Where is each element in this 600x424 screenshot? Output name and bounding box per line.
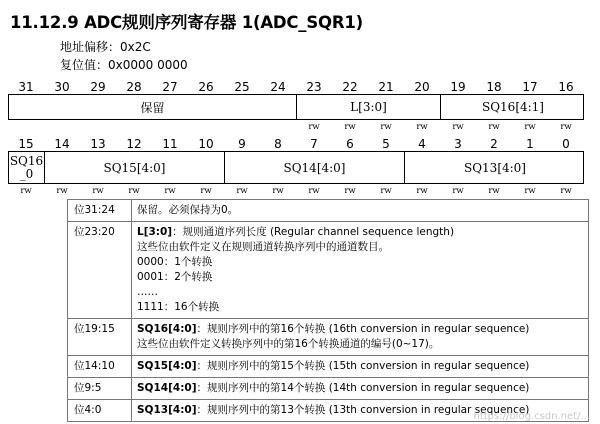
- bit-number: 11: [162, 137, 178, 151]
- access-rw-label: rw: [524, 186, 536, 196]
- reset-value: [60, 56, 188, 73]
- access-rw-label: rw: [488, 122, 500, 132]
- register-field-label: SQ16[4:1]: [481, 100, 544, 114]
- description-detail-line: 1111：16个转换: [137, 301, 220, 313]
- bit-number: 9: [238, 137, 246, 151]
- field-description: ：规则序列中的第16个转换 (16th conversion in regular sequence): [196, 323, 530, 335]
- bit-number: 23: [306, 80, 322, 94]
- address-offset: [60, 38, 151, 55]
- field-name: L[3:0]: [137, 226, 173, 238]
- register-field-label: L[3:0]: [350, 100, 387, 114]
- bit-range-cell: 位4:0: [68, 400, 132, 422]
- bit-description-cell: [132, 319, 589, 356]
- bit-number: 31: [18, 80, 34, 94]
- description-detail-line: 0001：2个转换: [137, 271, 213, 283]
- bit-number: 25: [234, 80, 250, 94]
- description-main-line: [137, 225, 583, 240]
- bit-number: 7: [310, 137, 318, 151]
- address-offset-value: 0x2C: [120, 40, 151, 54]
- bit-number: 16: [558, 80, 574, 94]
- access-rw-label: rw: [560, 186, 572, 196]
- bit-range-cell: 位9:5: [68, 378, 132, 400]
- access-rw-label: rw: [380, 122, 392, 132]
- watermark: https://blog.csdn.net/...: [473, 411, 590, 422]
- access-rw-label: rw: [128, 186, 140, 196]
- bit-description-cell: [132, 356, 589, 378]
- access-rw-label: rw: [308, 186, 320, 196]
- register-field-label: SQ14[4:0]: [283, 160, 346, 175]
- section-title: 11.12.9 ADC规则序列寄存器 1(ADC_SQR1): [10, 13, 363, 32]
- register-field: [441, 95, 585, 119]
- bit-number: 0: [562, 137, 570, 151]
- field-description: ：规则通道序列长度 (Regular channel sequence length): [172, 226, 455, 238]
- table-row: [68, 222, 589, 319]
- bit-number: 28: [126, 80, 142, 94]
- field-name: SQ13[4:0]: [137, 404, 197, 416]
- description-main-line: [137, 381, 583, 396]
- register-field: [9, 152, 45, 183]
- bit-number: 6: [346, 137, 354, 151]
- bit-number: 1: [526, 137, 534, 151]
- bit-range-cell: 位31:24: [68, 200, 132, 222]
- access-rw-label: rw: [308, 122, 320, 132]
- field-description: ：规则序列中的第13个转换 (13th conversion in regular sequence): [196, 404, 530, 416]
- bit-number: 12: [126, 137, 142, 151]
- access-rw-label: rw: [416, 122, 428, 132]
- table-row: [68, 319, 589, 356]
- address-offset-label: 地址偏移：: [60, 40, 121, 54]
- bit-description-cell: [132, 200, 589, 222]
- bit-description-cell: [132, 378, 589, 400]
- description-detail-line: 0000：1个转换: [137, 256, 213, 268]
- bit-number: 24: [270, 80, 286, 94]
- bit-range-cell: 位14:10: [68, 356, 132, 378]
- register-field: [297, 95, 441, 119]
- register-field: [45, 152, 225, 183]
- register-field-label: SQ15[4:0]: [103, 160, 166, 175]
- field-name: SQ16[4:0]: [137, 323, 197, 335]
- bit-number: 30: [54, 80, 70, 94]
- field-description: ：规则序列中的第14个转换 (14th conversion in regular sequence): [196, 382, 530, 394]
- bit-number: 26: [198, 80, 214, 94]
- bit-range-cell: 位23:20: [68, 222, 132, 319]
- bit-number: 27: [162, 80, 178, 94]
- access-rw-label: rw: [344, 186, 356, 196]
- bit-number: 10: [198, 137, 214, 151]
- register-field-label: 保留: [140, 100, 165, 115]
- field-name: SQ15[4:0]: [137, 360, 197, 372]
- bit-number: 8: [274, 137, 282, 151]
- access-rw-label: rw: [452, 122, 464, 132]
- description-detail-line: 这些位由软件定义转换序列中的第16个转换通道的编号(0~17)。: [137, 338, 440, 350]
- access-rw-label: rw: [272, 186, 284, 196]
- register-field: [9, 95, 297, 119]
- bit-range-cell: 位19:15: [68, 319, 132, 356]
- description-main-line: [137, 359, 583, 374]
- table-row: [68, 356, 589, 378]
- field-name: SQ14[4:0]: [137, 382, 197, 394]
- bit-number: 18: [486, 80, 502, 94]
- register-row-low: [8, 151, 584, 184]
- access-rw-label: rw: [416, 186, 428, 196]
- access-rw-label: rw: [524, 122, 536, 132]
- access-rw-label: rw: [56, 186, 68, 196]
- access-rw-label: rw: [560, 122, 572, 132]
- reset-value-value: 0x0000 0000: [108, 58, 188, 72]
- description-main-line: [137, 322, 583, 337]
- description-detail-line: 这些位由软件定义在规则通道转换序列中的通道数目。: [137, 241, 389, 253]
- register-field-label: SQ13[4:0]: [463, 160, 526, 175]
- access-rw-label: rw: [380, 186, 392, 196]
- bit-description-table: [67, 199, 589, 422]
- bit-number: 3: [454, 137, 462, 151]
- register-field-label-line: SQ16: [9, 153, 44, 168]
- register-row-high: [8, 94, 584, 120]
- access-rw-label: rw: [236, 186, 248, 196]
- bit-number: 29: [90, 80, 106, 94]
- access-rw-label: rw: [452, 186, 464, 196]
- bit-number: 21: [378, 80, 394, 94]
- bit-number: 20: [414, 80, 430, 94]
- access-rw-label: rw: [164, 186, 176, 196]
- access-rw-label: rw: [200, 186, 212, 196]
- reset-value-label: 复位值：: [60, 58, 109, 72]
- access-rw-label: rw: [92, 186, 104, 196]
- bit-number: 19: [450, 80, 466, 94]
- access-rw-label: rw: [20, 186, 32, 196]
- field-description: ：规则序列中的第15个转换 (15th conversion in regular sequence): [196, 360, 530, 372]
- bit-number: 13: [90, 137, 106, 151]
- bit-number: 15: [18, 137, 34, 151]
- register-field: [405, 152, 585, 183]
- register-field: [225, 152, 405, 183]
- bit-number: 5: [382, 137, 390, 151]
- register-field-label-line: _0: [19, 166, 34, 181]
- bit-number: 4: [418, 137, 426, 151]
- access-rw-label: rw: [344, 122, 356, 132]
- bit-number: 22: [342, 80, 358, 94]
- bit-number: 14: [54, 137, 70, 151]
- description-main-line: [137, 203, 583, 218]
- bit-number: 17: [522, 80, 538, 94]
- bit-description-cell: [132, 222, 589, 319]
- bit-number: 2: [490, 137, 498, 151]
- access-rw-label: rw: [488, 186, 500, 196]
- field-description: 保留。必须保持为0。: [137, 204, 239, 216]
- description-detail-line: ……: [137, 286, 158, 298]
- table-row: [68, 200, 589, 222]
- table-row: [68, 378, 589, 400]
